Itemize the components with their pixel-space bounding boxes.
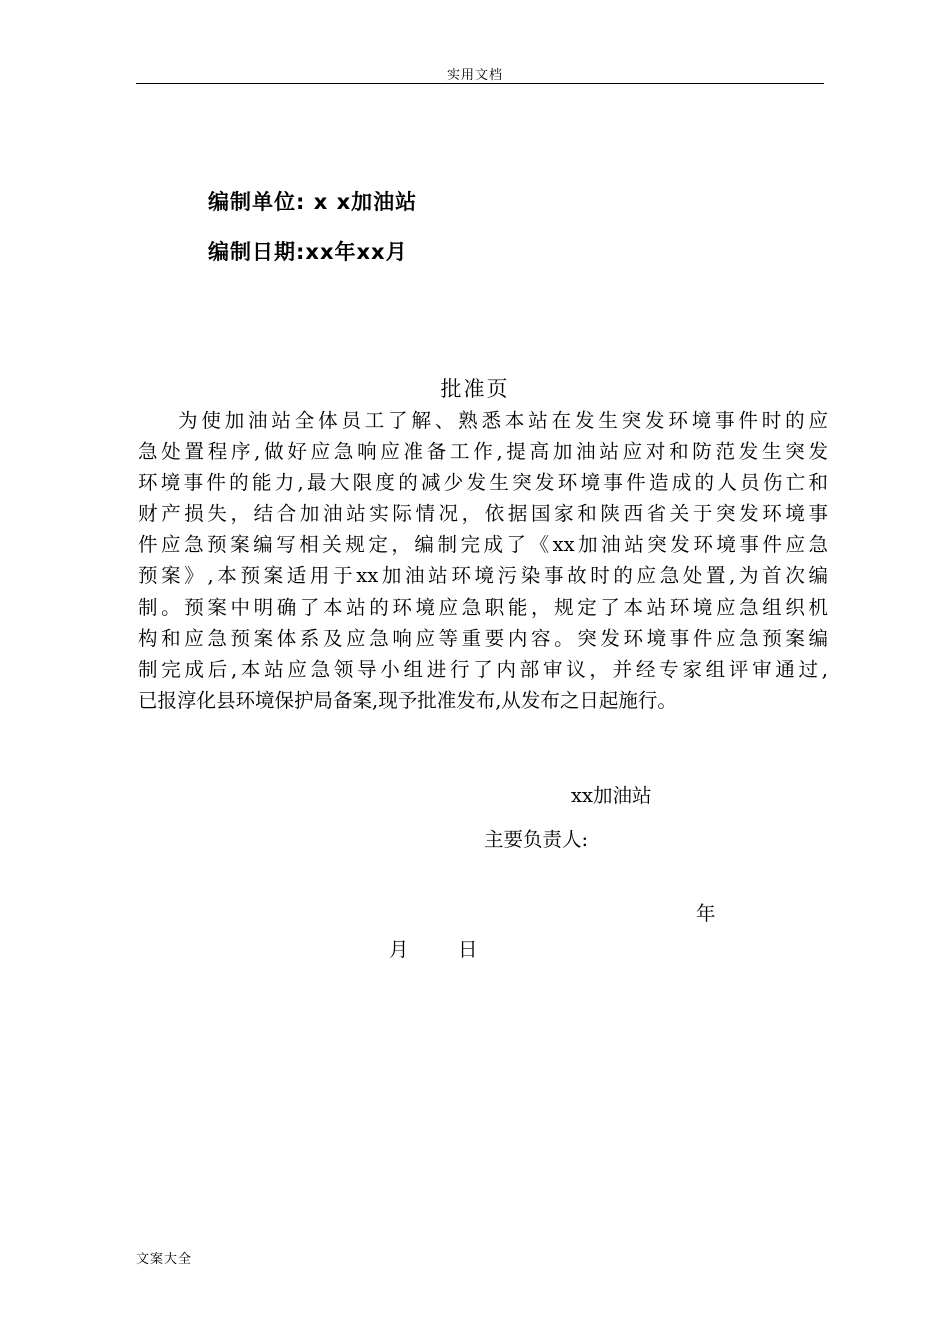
paragraph-line: 制。预案中明确了本站的环境应急职能，规定了本站环境应急组织机 [138, 595, 828, 619]
signing-organization: xx加油站 [571, 784, 652, 807]
approval-paragraph [138, 405, 828, 716]
paragraph-line: 环境事件的能力,最大限度的减少发生突发环境事件造成的人员伤亡和 [138, 471, 828, 495]
paragraph-line: 构和应急预案体系及应急响应等重要内容。突发环境事件应急预案编 [138, 626, 828, 650]
header-divider [136, 83, 824, 84]
paragraph-line: 预案》,本预案适用于xx加油站环境污染事故时的应急处置,为首次编 [138, 564, 828, 588]
paragraph-line: 已报淳化县环境保护局备案,现予批准发布,从发布之日起施行。 [138, 688, 677, 712]
paragraph-line: 财产损失，结合加油站实际情况，依据国家和陕西省关于突发环境事 [138, 502, 828, 526]
compiling-unit: 编制单位: x x加油站 [208, 190, 418, 214]
paragraph-line: 急处置程序,做好应急响应准备工作,提高加油站应对和防范发生突发 [138, 440, 828, 464]
responsible-person-label: 主要负责人: [484, 828, 589, 851]
date-month-label: 月 [389, 938, 409, 961]
paragraph-line: 制完成后,本站应急领导小组进行了内部审议，并经专家组评审通过, [138, 657, 828, 681]
date-year-label: 年 [696, 902, 716, 925]
paragraph-line: 为使加油站全体员工了解、熟悉本站在发生突发环境事件时的应 [178, 409, 828, 432]
compiling-date: 编制日期:xx年xx月 [208, 240, 408, 264]
page-header: 实用文档 [446, 68, 503, 83]
date-day-label: 日 [458, 938, 478, 961]
approval-page-title: 批准页 [440, 377, 510, 401]
paragraph-line: 件应急预案编写相关规定，编制完成了《xx加油站突发环境事件应急 [138, 533, 828, 557]
page-footer: 文案大全 [136, 1252, 193, 1267]
